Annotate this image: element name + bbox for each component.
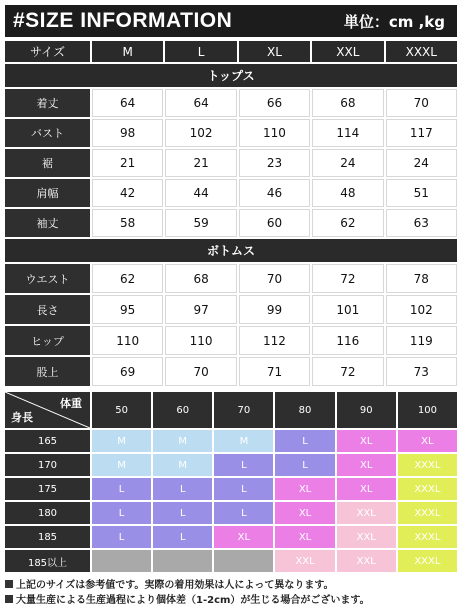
title-bar [5,5,457,37]
height-row [5,430,457,452]
size-recommendation-cell: L [153,526,212,548]
size-recommendation-cell: XXXL [398,478,457,500]
height-row [5,502,457,524]
measurement-value: 98 [92,119,163,147]
size-chart [5,5,457,608]
measurement-value: 66 [239,89,310,117]
measurement-row [5,357,457,386]
size-recommendation-cell: L [92,502,151,524]
measurement-value: 62 [92,264,163,293]
size-header-cell: M [92,41,163,62]
measurement-value: 116 [312,326,383,355]
measurement-value: 95 [92,295,163,324]
measurement-value: 63 [386,209,457,237]
height-label: 165 [5,430,90,452]
size-recommendation-cell: XL [275,526,334,548]
corner-header [5,392,90,428]
measurement-value: 68 [165,264,236,293]
size-recommendation-cell: M [214,430,273,452]
section-row [5,239,457,262]
section-title: トップス [5,64,457,87]
measurement-value: 72 [312,357,383,386]
size-recommendation-cell: XXXL [398,526,457,548]
measurement-value: 101 [312,295,383,324]
measurement-value: 58 [92,209,163,237]
measurement-value: 70 [386,89,457,117]
measurement-value: 51 [386,179,457,207]
measurement-value: 21 [165,149,236,177]
measurement-value: 44 [165,179,236,207]
size-recommendation-cell: L [214,454,273,476]
size-recommendation-cell: L [275,430,334,452]
size-recommendation-cell [92,550,151,572]
height-row [5,454,457,476]
size-recommendation-cell: L [92,478,151,500]
measurement-value: 21 [92,149,163,177]
measurement-value: 62 [312,209,383,237]
measurement-row [5,179,457,207]
measurement-value: 117 [386,119,457,147]
measurement-label: 着丈 [5,89,90,117]
height-row [5,526,457,548]
weight-cell: 60 [153,392,212,428]
weight-cell: 100 [398,392,457,428]
unit-label: 単位：cm ,kg [343,12,445,31]
measurement-row [5,326,457,355]
weight-cell: 70 [214,392,273,428]
size-recommendation-cell: XXL [337,502,396,524]
measurement-label: 裾 [5,149,90,177]
size-recommendation-cell: XXL [337,526,396,548]
measurement-value: 114 [312,119,383,147]
measurement-label: 袖丈 [5,209,90,237]
size-header-cell: XL [239,41,310,62]
measurement-value: 46 [239,179,310,207]
weight-axis-label: 体重 [60,397,82,410]
note-item: 上記のサイズは参考値です。実際の着用効果は人によって異なります。 [5,578,457,593]
size-recommendation-cell: XXL [337,550,396,572]
size-header-cell: L [165,41,236,62]
weight-cell: 50 [92,392,151,428]
measurement-row [5,295,457,324]
measurement-value: 110 [165,326,236,355]
measurement-value: 99 [239,295,310,324]
measurement-row [5,264,457,293]
size-recommendation-cell: XL [275,478,334,500]
measurement-row [5,209,457,237]
measurement-value: 110 [92,326,163,355]
measurement-value: 72 [312,264,383,293]
measurement-row [5,119,457,147]
size-recommendation-cell: XXXL [398,454,457,476]
note-item: 大量生産による生産過程により個体差（1-2cm）が生じる場合がございます。 [5,593,457,608]
weight-cell: 80 [275,392,334,428]
weight-cell: 90 [337,392,396,428]
size-recommendation-cell [153,550,212,572]
measurement-value: 23 [239,149,310,177]
size-recommendation-cell: XXXL [398,502,457,524]
measurement-value: 110 [239,119,310,147]
measurement-value: 24 [312,149,383,177]
measurement-value: 119 [386,326,457,355]
measurement-value: 112 [239,326,310,355]
size-recommendation-cell: M [92,454,151,476]
bullet-square-icon [5,580,13,588]
size-recommendation-cell: XL [337,478,396,500]
size-recommendation-cell: M [153,454,212,476]
measurement-value: 48 [312,179,383,207]
height-label: 185以上 [5,550,90,572]
page-title: #SIZE INFORMATION [13,9,233,32]
size-header-cell: XXL [312,41,383,62]
measurement-value: 71 [239,357,310,386]
measurement-row [5,89,457,117]
size-recommendation-cell: L [214,502,273,524]
measurement-value: 78 [386,264,457,293]
size-recommendation-cell: XXL [275,550,334,572]
height-label: 170 [5,454,90,476]
measurement-row [5,149,457,177]
measurement-value: 73 [386,357,457,386]
height-row [5,550,457,572]
measurement-value: 70 [239,264,310,293]
size-recommendation-cell: XL [337,430,396,452]
measurement-value: 59 [165,209,236,237]
height-label: 180 [5,502,90,524]
bullet-square-icon [5,595,13,603]
size-recommendation-cell: M [153,430,212,452]
height-label: 175 [5,478,90,500]
measurement-label: 長さ [5,295,90,324]
measurement-value: 70 [165,357,236,386]
measurement-value: 69 [92,357,163,386]
measurement-label: バスト [5,119,90,147]
height-axis-label: 身長 [11,411,33,424]
size-recommendation-cell: L [153,502,212,524]
measurement-value: 60 [239,209,310,237]
size-recommendation-cell: L [153,478,212,500]
measurement-value: 64 [92,89,163,117]
measurement-value: 64 [165,89,236,117]
size-recommendation-cell: L [275,454,334,476]
size-recommendation-cell: L [92,526,151,548]
size-recommendation-cell: XL [275,502,334,524]
measurement-value: 102 [386,295,457,324]
weight-header-row [5,392,457,428]
measurement-value: 102 [165,119,236,147]
measurement-label: ヒップ [5,326,90,355]
size-header-label: サイズ [5,41,90,62]
size-header-cell: XXXL [386,41,457,62]
measurement-label: ウエスト [5,264,90,293]
measurement-value: 68 [312,89,383,117]
size-recommendation-cell: L [214,478,273,500]
measurement-value: 42 [92,179,163,207]
size-recommendation-cell: M [92,430,151,452]
measurement-value: 24 [386,149,457,177]
size-recommendation-cell [214,550,273,572]
height-row [5,478,457,500]
height-weight-table [3,390,459,574]
measurement-label: 肩幅 [5,179,90,207]
size-recommendation-cell: XL [214,526,273,548]
notes [5,578,457,608]
section-title: ボトムス [5,239,457,262]
size-header-row [5,41,457,62]
section-row [5,64,457,87]
height-label: 185 [5,526,90,548]
size-table [3,39,459,388]
size-recommendation-cell: XXXL [398,550,457,572]
measurement-label: 股上 [5,357,90,386]
size-recommendation-cell: XL [398,430,457,452]
measurement-value: 97 [165,295,236,324]
size-recommendation-cell: XL [337,454,396,476]
